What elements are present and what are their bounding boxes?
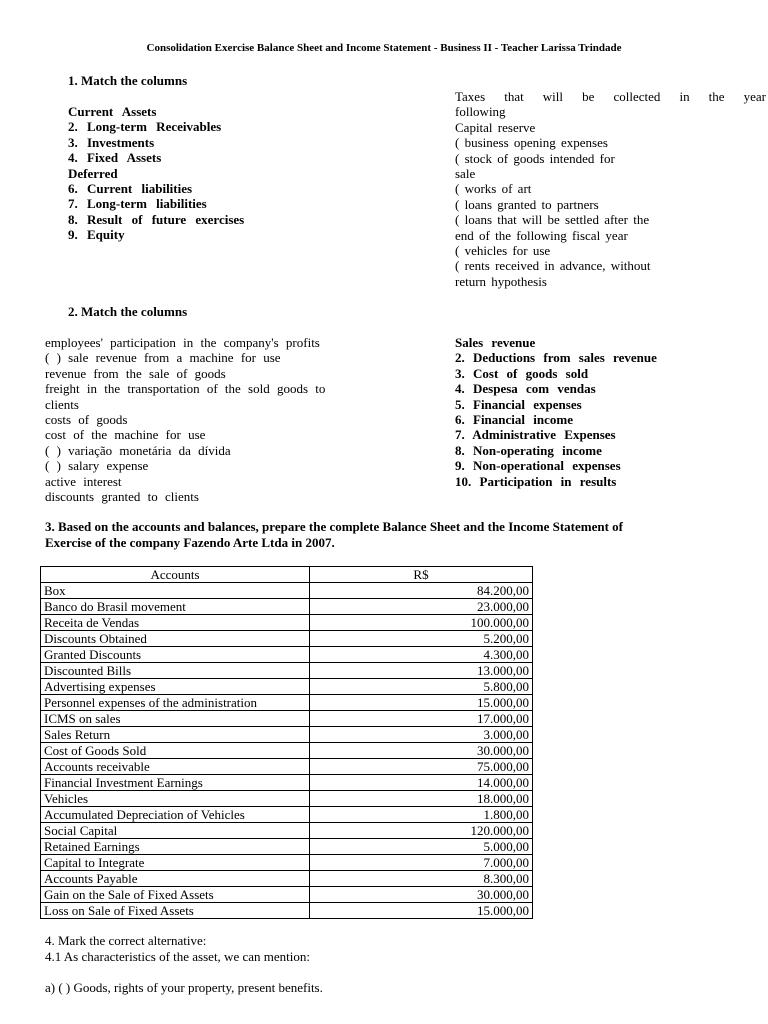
table-row	[41, 775, 533, 791]
account-value-cell: 7.000,00	[310, 855, 533, 871]
q2-left-item: costs of goods	[45, 412, 128, 427]
q3-text-line1: 3. Based on the accounts and balances, prepare the complete Balance Sheet and the Income Statement of	[45, 519, 623, 534]
account-name-cell: Discounts Obtained	[41, 631, 310, 647]
account-value-cell: 5.000,00	[310, 839, 533, 855]
table-row	[41, 631, 533, 647]
table-row	[41, 791, 533, 807]
q1-right-item: sale	[455, 166, 476, 181]
q1-right-item: Capital reserve	[455, 119, 536, 135]
account-value-cell: 15.000,00	[310, 903, 533, 919]
q2-right-item: Sales revenue	[455, 335, 536, 350]
q2-right-item: 2. Deductions from sales revenue	[455, 350, 657, 366]
q4-instruction: 4. Mark the correct alternative:	[45, 933, 207, 948]
account-name-cell: ICMS on sales	[41, 711, 310, 727]
q1-right-item: ( loans granted to partners	[455, 196, 599, 212]
table-row	[41, 711, 533, 727]
table-row	[41, 887, 533, 903]
account-value-cell: 5.200,00	[310, 631, 533, 647]
q1-left-item: 2. Long-term Receivables	[68, 119, 222, 135]
q1-right-item: ( loans that will be settled after the	[455, 212, 650, 228]
account-value-cell: 17.000,00	[310, 711, 533, 727]
q1-right-item: ( stock of goods intended for	[455, 150, 615, 166]
table-row	[41, 807, 533, 823]
q2-heading: 2. Match the columns	[68, 304, 188, 319]
q2-right-item: 9. Non-operational expenses	[455, 458, 621, 474]
table-row	[41, 679, 533, 695]
table-row	[41, 727, 533, 743]
account-name-cell: Advertising expenses	[41, 679, 310, 695]
table-row	[41, 583, 533, 599]
accounts-table-header	[41, 567, 533, 583]
account-name-cell: Cost of Goods Sold	[41, 743, 310, 759]
q2-left-item: employees' participation in the company's profits	[45, 335, 320, 350]
q1-right-item: ( business opening expenses	[455, 135, 608, 151]
account-name-cell: Personnel expenses of the administration	[41, 695, 310, 711]
q2-left-item: ( ) variação monetária da dívida	[45, 442, 231, 458]
q1-heading: 1. Match the columns	[68, 73, 188, 88]
account-value-cell: 30.000,00	[310, 743, 533, 759]
q1-right-item: following	[455, 104, 506, 120]
q1-right-item: ( rents received in advance, without	[455, 258, 651, 274]
q1-right-item: end of the following fiscal year	[455, 227, 628, 243]
account-name-cell: Sales Return	[41, 727, 310, 743]
account-name-cell: Vehicles	[41, 791, 310, 807]
q1-left-item: Current Assets	[68, 104, 157, 119]
account-value-cell: 100.000,00	[310, 615, 533, 631]
account-name-cell: Accounts receivable	[41, 759, 310, 775]
q2-left-item: discounts granted to clients	[45, 489, 199, 504]
q1-right-item: return hypothesis	[455, 273, 547, 289]
account-value-cell: 3.000,00	[310, 727, 533, 743]
q2-right-item: 7. Administrative Expenses	[455, 427, 616, 443]
account-name-cell: Banco do Brasil movement	[41, 599, 310, 615]
q2-left-item: cost of the machine for use	[45, 427, 206, 443]
account-value-cell: 84.200,00	[310, 583, 533, 599]
account-value-cell: 18.000,00	[310, 791, 533, 807]
q2-left-item: ( ) salary expense	[45, 458, 149, 474]
document-title: Consolidation Exercise Balance Sheet and Income Statement - Business II - Teacher Larissa Trindade	[146, 42, 622, 54]
q2-right-item: 10. Participation in results	[455, 473, 617, 489]
account-name-cell: Loss on Sale of Fixed Assets	[41, 903, 310, 919]
account-value-cell: 8.300,00	[310, 871, 533, 887]
account-name-cell: Financial Investment Earnings	[41, 775, 310, 791]
q3-text-line2: Exercise of the company Fazendo Arte Ltda in 2007.	[45, 535, 335, 550]
q2-right-item: 3. Cost of goods sold	[455, 365, 589, 381]
q1-left-item: 6. Current liabilities	[68, 181, 193, 196]
q4-question: 4.1 As characteristics of the asset, we can mention:	[45, 949, 310, 964]
table-row	[41, 599, 533, 615]
account-name-cell: Discounted Bills	[41, 663, 310, 679]
q2-right-item: 5. Financial expenses	[455, 396, 582, 412]
q1-left-item: 4. Fixed Assets	[68, 150, 162, 166]
q1-right-item: ( works of art	[455, 181, 532, 197]
account-value-cell: 15.000,00	[310, 695, 533, 711]
table-row	[41, 759, 533, 775]
q2-left-item: revenue from the sale of goods	[45, 365, 226, 381]
account-name-cell: Gain on the Sale of Fixed Assets	[41, 887, 310, 903]
account-value-cell: 4.300,00	[310, 647, 533, 663]
account-value-cell: 14.000,00	[310, 775, 533, 791]
account-value-cell: 23.000,00	[310, 599, 533, 615]
q1-right-item: Taxes that will be collected in the year	[455, 89, 766, 104]
account-name-cell: Capital to Integrate	[41, 855, 310, 871]
account-name-cell: Receita de Vendas	[41, 615, 310, 631]
table-row	[41, 615, 533, 631]
table-row	[41, 903, 533, 919]
q1-left-item: 3. Investments	[68, 134, 155, 150]
table-row	[41, 695, 533, 711]
account-name-cell: Box	[41, 583, 310, 599]
account-value-cell: 30.000,00	[310, 887, 533, 903]
table-row	[41, 855, 533, 871]
accounts-table	[40, 566, 533, 919]
q4-option-a: a) ( ) Goods, rights of your property, present benefits.	[45, 980, 323, 995]
account-value-cell: 1.800,00	[310, 807, 533, 823]
account-name-cell: Granted Discounts	[41, 647, 310, 663]
account-name-cell: Social Capital	[41, 823, 310, 839]
account-value-cell: 120.000,00	[310, 823, 533, 839]
q1-left-item: 8. Result of future exercises	[68, 211, 245, 227]
account-value-cell: 75.000,00	[310, 759, 533, 775]
account-name-cell: Accounts Payable	[41, 871, 310, 887]
q2-right-item: 8. Non-operating income	[455, 442, 602, 458]
q1-right-item: ( vehicles for use	[455, 243, 551, 258]
table-row	[41, 871, 533, 887]
q1-left-item: 9. Equity	[68, 227, 125, 243]
account-value-cell: 5.800,00	[310, 679, 533, 695]
table-row	[41, 839, 533, 855]
table-row	[41, 743, 533, 759]
q2-left-item: ( ) sale revenue from a machine for use	[45, 350, 281, 366]
q1-left-item: 7. Long-term liabilities	[68, 196, 207, 212]
account-value-cell: 13.000,00	[310, 663, 533, 679]
q2-right-item: 6. Financial income	[455, 412, 573, 427]
q2-right-item: 4. Despesa com vendas	[455, 381, 596, 397]
table-row	[41, 647, 533, 663]
table-row	[41, 663, 533, 679]
value-column-header: R$	[310, 567, 533, 583]
table-row	[41, 823, 533, 839]
account-name-cell: Retained Earnings	[41, 839, 310, 855]
account-name-cell: Accumulated Depreciation of Vehicles	[41, 807, 310, 823]
q2-left-item: freight in the transportation of the sold goods to	[45, 381, 326, 397]
accounts-column-header: Accounts	[41, 567, 310, 583]
q2-left-item: clients	[45, 396, 79, 412]
q1-left-item: Deferred	[68, 165, 118, 181]
q2-left-item: active interest	[45, 473, 122, 489]
